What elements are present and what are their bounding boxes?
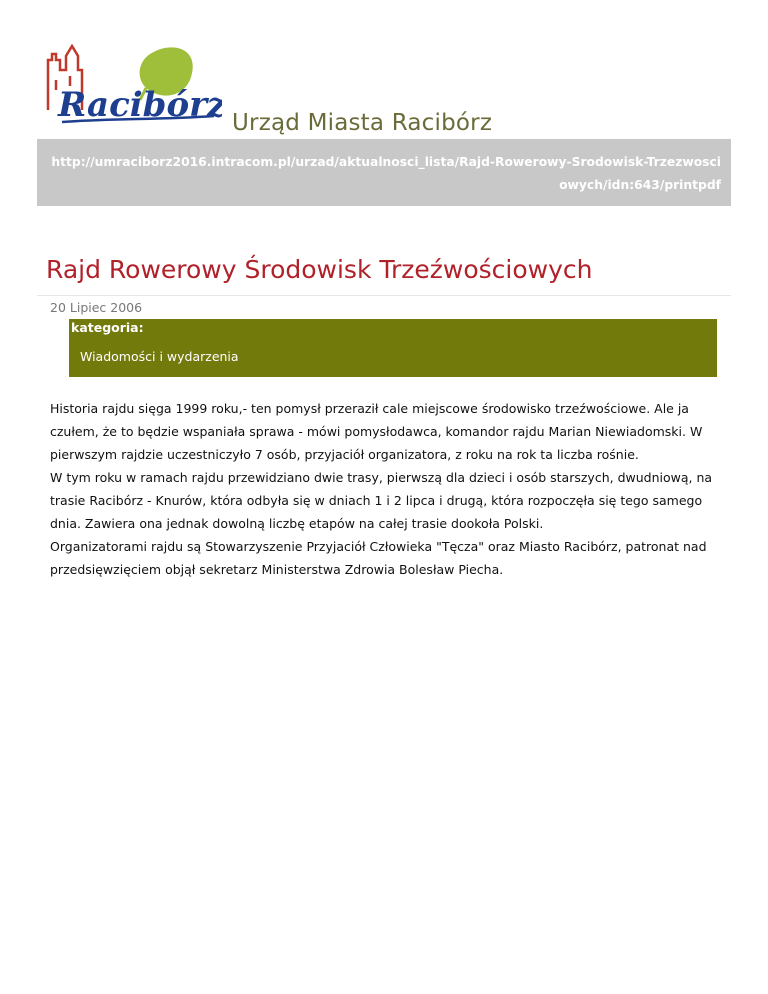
site-title: Urząd Miasta Racibórz	[232, 110, 493, 136]
article-paragraph: W tym roku w ramach rajdu przewidziano dwie trasy, pierwszą dla dzieci i osób starszych, dwudniową, na trasie Racibórz - Knurów, która odbyła się w dniach 1 i 2 lipca i drugą, która rozpoczęła się tego samego dnia. Zawiera ona jednak dowolną liczbę etapów na całej trasie dookoła Polski.	[50, 470, 713, 531]
raciborz-logo	[42, 40, 222, 132]
category-label: kategoria:	[71, 320, 144, 335]
article-paragraph: Historia rajdu sięga 1999 roku,- ten pomysł przeraził cale miejscowe środowisko trzeźwościowe. Ale ja czułem, że to będzie wspaniała sprawa - mówi pomysłodawca, komandor rajdu Marian Niewiadomski. W pierwszym rajdzie uczestniczyło 7 osób, przyjaciół organizatora, z roku na rok ta liczba rośnie.	[50, 401, 703, 462]
category-value: Wiadomości i wydarzenia	[80, 349, 239, 364]
title-divider	[37, 295, 731, 296]
article-body	[50, 397, 722, 581]
page-url: http://umraciborz2016.intracom.pl/urzad/aktualnosci_lista/Rajd-Rowerowy-Srodowisk-Trzezwosciowych/idn:643/printpdf	[37, 139, 731, 206]
article-paragraph: Organizatorami rajdu są Stowarzyszenie Przyjaciół Człowieka "Tęcza" oraz Miasto Racibórz, patronat nad przedsięwzięciem objął sekretarz Ministerstwa Zdrowia Bolesław Piecha.	[50, 539, 707, 577]
category-box	[69, 319, 717, 377]
article-title: Rajd Rowerowy Środowisk Trzeźwościowych	[46, 255, 593, 284]
logo-wordmark: Racibórz	[58, 85, 222, 125]
article-date: 20 Lipiec 2006	[50, 300, 143, 315]
